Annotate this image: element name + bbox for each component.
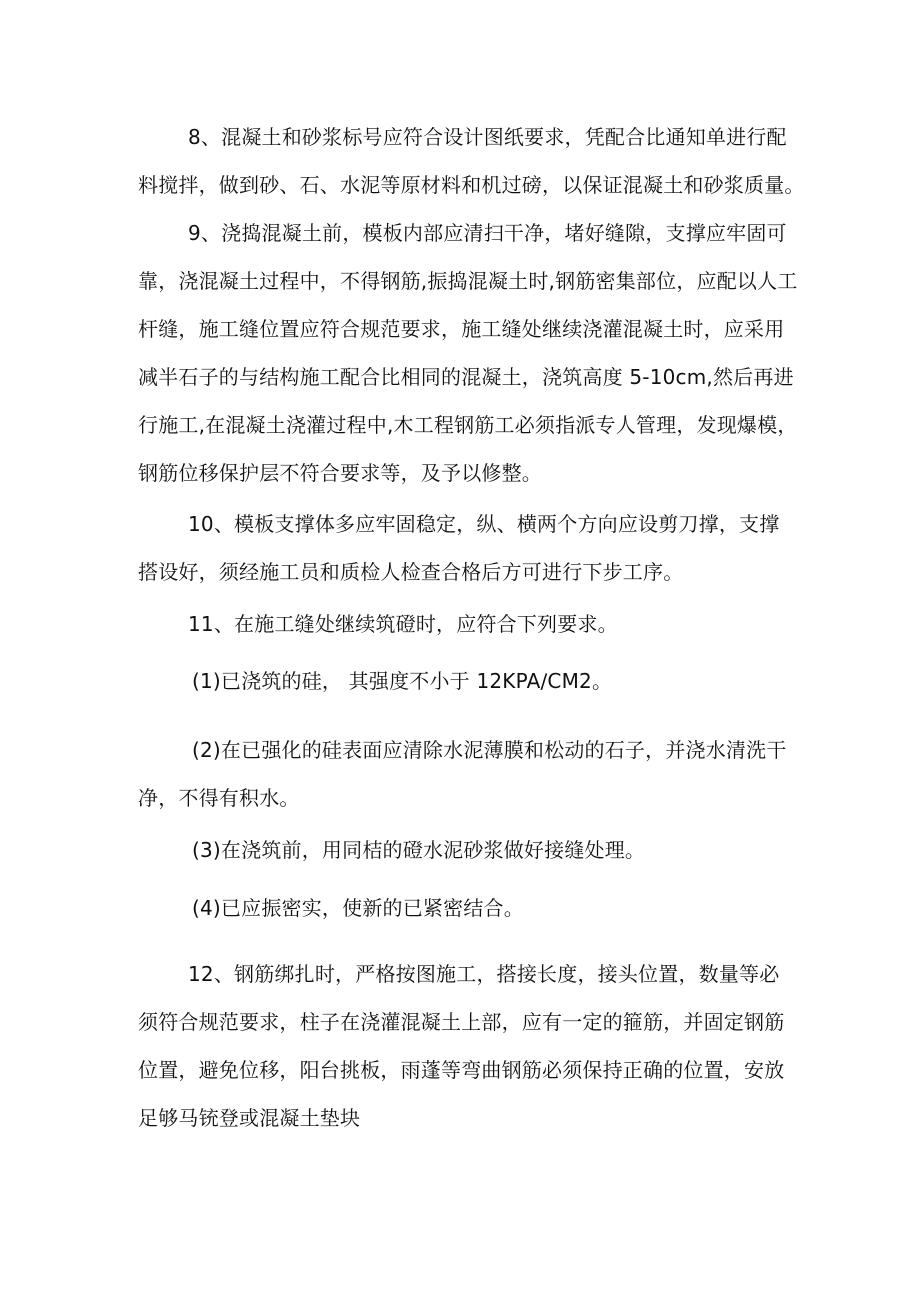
text-line: 行施工,在混凝土浇灌过程中,木工程钢筋工必须指派专人管理，发现爆模，	[138, 413, 798, 437]
text-line: 杆缝，施工缝位置应符合规范要求，施工缝处继续浇灌混凝土时，应采用	[138, 317, 785, 341]
text-line: 净，不得有积水。	[138, 786, 300, 810]
paragraph-item-9	[138, 209, 798, 497]
text-line: 钢筋位移保护层不符合要求等，及予以修整。	[138, 461, 542, 485]
text-line: 9、浇捣混凝土前，模板内部应清扫干净，堵好缝隙，支撑应牢固可	[188, 221, 787, 245]
text-line: 须符合规范要求，柱子在浇灌混凝土上部，应有一定的箍筋，并固定钢筋	[138, 1010, 785, 1034]
text-line: 10、模板支撑体多应牢固稳定，纵、横两个方向应设剪刀撑，支撑	[188, 512, 780, 536]
paragraph-item-11-1	[138, 657, 788, 705]
text-line: 料搅拌，做到砂、石、水泥等原材料和机过磅，以保证混凝土和砂浆质量。	[138, 173, 805, 197]
text-line: (2)在已强化的硅表面应清除水泥薄膜和松动的石子，并浇水清洗干	[192, 738, 787, 762]
text-line: 位置，避免位移，阳台挑板，雨蓬等弯曲钢筋必须保持正确的位置，安放	[138, 1058, 785, 1082]
text-line: (4)已应振密实，使新的已紧密结合。	[192, 896, 524, 920]
text-line: 12、钢筋绑扎时，严格按图施工，搭接长度，接头位置，数量等必	[188, 962, 780, 986]
paragraph-item-11-4	[138, 884, 788, 932]
paragraph-item-8	[138, 113, 805, 209]
paragraph-item-10	[138, 500, 788, 596]
text-line: 搭设好，须经施工员和质检人检查合格后方可进行下步工序。	[138, 560, 684, 584]
paragraph-item-11	[138, 600, 788, 648]
text-line: 11、在施工缝处继续筑磴时，应符合下列要求。	[188, 612, 618, 636]
text-line: 8、混凝土和砂浆标号应符合设计图纸要求，凭配合比通知单进行配	[188, 125, 787, 149]
paragraph-item-12	[138, 950, 788, 1142]
text-line: 减半石子的与结构施工配合比相同的混凝土，浇筑高度 5-10cm,然后再进	[138, 365, 794, 389]
text-line: 靠，浇混凝土过程中，不得钢筋,振捣混凝土时,钢筋密集部位，应配以人工	[138, 269, 798, 293]
paragraph-item-11-3	[138, 826, 788, 874]
text-line: (3)在浇筑前，用同桔的磴水泥砂浆做好接缝处理。	[192, 838, 646, 862]
text-line: 足够马铳登或混凝土垫块	[138, 1106, 361, 1130]
paragraph-item-11-2	[138, 726, 788, 822]
text-line: (1)已浇筑的硅， 其强度不小于 12KPA∕CM2。	[192, 669, 613, 693]
